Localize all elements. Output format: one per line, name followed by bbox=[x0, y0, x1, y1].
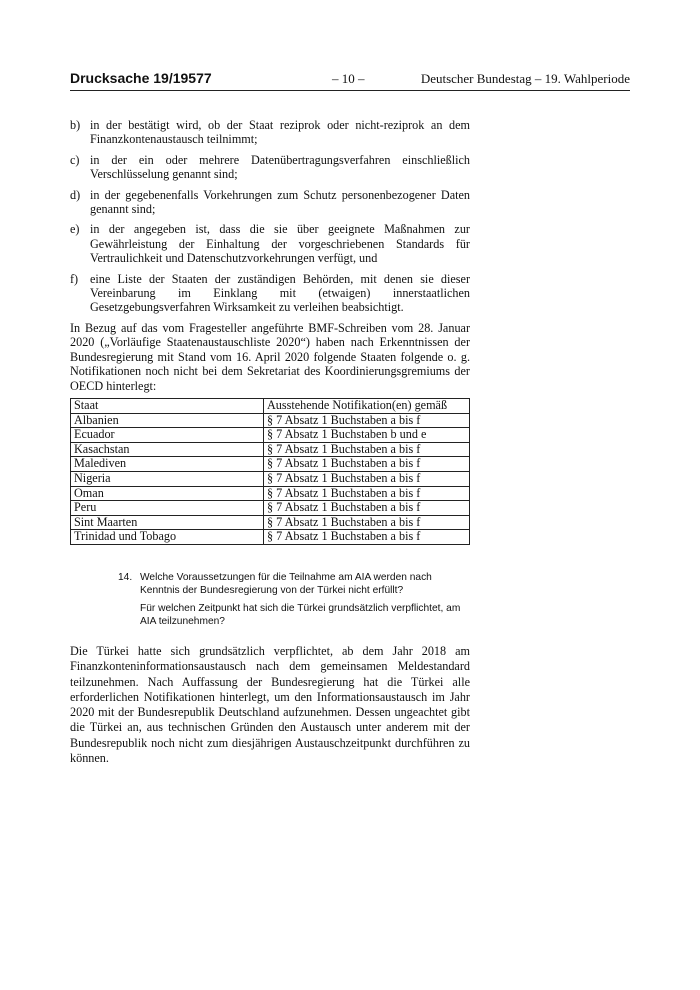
question-block bbox=[118, 571, 472, 633]
answer-paragraph: Die Türkei hatte sich grundsätzlich verpflichtet, ab dem Jahr 2018 am Finanzkonteninformationsaustausch nach dem gemeinsamen Meldestandard teilzunehmen. Nach Auffassung der Bundesregierung hat die Türkei alle erforderlichen Notifikationen hinterlegt, um den Informationsaustausch im Jahr 2020 mit der Bundesrepublik Deutschland aufzunehmen. Dessen ungeachtet gibt die Türkei an, aus technischen Gründen den Austausch unter anderem mit der Bundesrepublik noch nicht zum diesjährigen Austauschzeitpunkt durchführen zu können. bbox=[70, 644, 470, 766]
table-cell-notification: § 7 Absatz 1 Buchstaben a bis f bbox=[264, 486, 470, 501]
list-item-text: in der gegebenenfalls Vorkehrungen zum Schutz personenbezogener Daten genannt sind; bbox=[90, 187, 470, 217]
list-item-text: eine Liste der Staaten der zuständigen Behörden, mit denen sie dieser Vereinbarung im Einklang mit (etwaigen) innerstaatlichen Gesetzgebungsverfahren Wirksamkeit zu verleihen beabsichtigt. bbox=[90, 271, 470, 315]
table-cell-state: Kasachstan bbox=[71, 442, 264, 457]
table-row bbox=[71, 413, 470, 428]
document-number bbox=[70, 70, 212, 86]
list-item-e bbox=[70, 222, 470, 265]
table-header-cell: Staat bbox=[71, 399, 264, 414]
table-header-cell: Ausstehende Notifikation(en) gemäß bbox=[264, 399, 470, 414]
table-row bbox=[71, 501, 470, 516]
document-label: Drucksache 19/ bbox=[70, 70, 173, 86]
list-item-label: f) bbox=[70, 271, 79, 286]
list-item-label: c) bbox=[70, 152, 80, 167]
page-number: – 10 – bbox=[332, 71, 365, 86]
list-item-label: e) bbox=[70, 222, 80, 237]
intro-paragraph: In Bezug auf das vom Fragesteller angeführte BMF-Schreiben vom 28. Januar 2020 („Vorläufige Staatenaustauschliste 2020“) haben nach Erkenntnissen der Bundesregierung mit Stand vom 16. April 2020 folgende Staaten folgende o. g. Notifikationen noch nicht bei dem Sekretariat des Koordinierungsgremiums der OECD hinterlegt: bbox=[70, 320, 470, 393]
list-item-text: in der bestätigt wird, ob der Staat reziprok oder nicht-reziprok an dem Finanzkontenaustausch teilnimmt; bbox=[90, 118, 470, 147]
page-header bbox=[70, 70, 630, 88]
table-row bbox=[71, 442, 470, 457]
table-cell-notification: § 7 Absatz 1 Buchstaben a bis f bbox=[264, 515, 470, 530]
table-cell-state: Peru bbox=[71, 501, 264, 516]
publisher: Deutscher Bundestag – 19. Wahlperiode bbox=[420, 71, 630, 86]
table-cell-notification: § 7 Absatz 1 Buchstaben a bis f bbox=[264, 442, 470, 457]
list-item-label: d) bbox=[70, 187, 81, 202]
list-item-text: in der ein oder mehrere Datenübertragungsverfahren einschließlich Verschlüsselung genannt sind; bbox=[90, 152, 470, 182]
table-header-row bbox=[71, 399, 470, 414]
document-number-value: 19577 bbox=[172, 70, 212, 86]
table-row bbox=[71, 428, 470, 443]
table-cell-notification: § 7 Absatz 1 Buchstaben a bis f bbox=[264, 457, 470, 472]
table-row bbox=[71, 457, 470, 472]
list-item-text: in der angegeben ist, dass die sie über geeignete Maßnahmen zur Gewährleistung der Einhaltung der vorgeschriebenen Standards für Vertraulichkeit und Datenschutzvorkehrungen verfügt, und bbox=[90, 222, 470, 266]
table-cell-notification: § 7 Absatz 1 Buchstaben a bis f bbox=[264, 413, 470, 428]
table-row bbox=[71, 471, 470, 486]
table-cell-state: Oman bbox=[71, 486, 264, 501]
question-text bbox=[118, 571, 472, 628]
table-cell-state: Ecuador bbox=[71, 428, 264, 443]
table-cell-state: Albanien bbox=[71, 413, 264, 428]
header-rule bbox=[70, 90, 630, 91]
table-cell-state: Malediven bbox=[71, 457, 264, 472]
list-item-f bbox=[70, 272, 470, 315]
table-cell-notification: § 7 Absatz 1 Buchstaben a bis f bbox=[264, 501, 470, 516]
document-body bbox=[70, 118, 470, 393]
table-cell-notification: § 7 Absatz 1 Buchstaben a bis f bbox=[264, 471, 470, 486]
table-row bbox=[71, 486, 470, 501]
list-item-c bbox=[70, 153, 470, 182]
table-cell-notification: § 7 Absatz 1 Buchstaben b und e bbox=[264, 428, 470, 443]
question-number: 14. bbox=[118, 572, 133, 583]
question-part-2: Für welchen Zeitpunkt hat sich die Türkei grundsätzlich verpflichtet, am AIA teilzunehmen? bbox=[140, 603, 461, 627]
table-row bbox=[71, 515, 470, 530]
table-cell-state: Sint Maarten bbox=[71, 515, 264, 530]
table-cell-state: Trinidad und Tobago bbox=[71, 530, 264, 545]
list-item-label: b) bbox=[70, 118, 81, 132]
list-item-b bbox=[70, 118, 470, 147]
table-row bbox=[71, 530, 470, 545]
table-cell-notification: § 7 Absatz 1 Buchstaben a bis f bbox=[264, 530, 470, 545]
question-part-1: Welche Voraussetzungen für die Teilnahme am AIA werden nach Kenntnis der Bundesregierung von der Türkei nicht erfüllt? bbox=[140, 572, 432, 596]
table-cell-state: Nigeria bbox=[71, 471, 264, 486]
list-item-d bbox=[70, 188, 470, 217]
states-table bbox=[70, 398, 470, 545]
